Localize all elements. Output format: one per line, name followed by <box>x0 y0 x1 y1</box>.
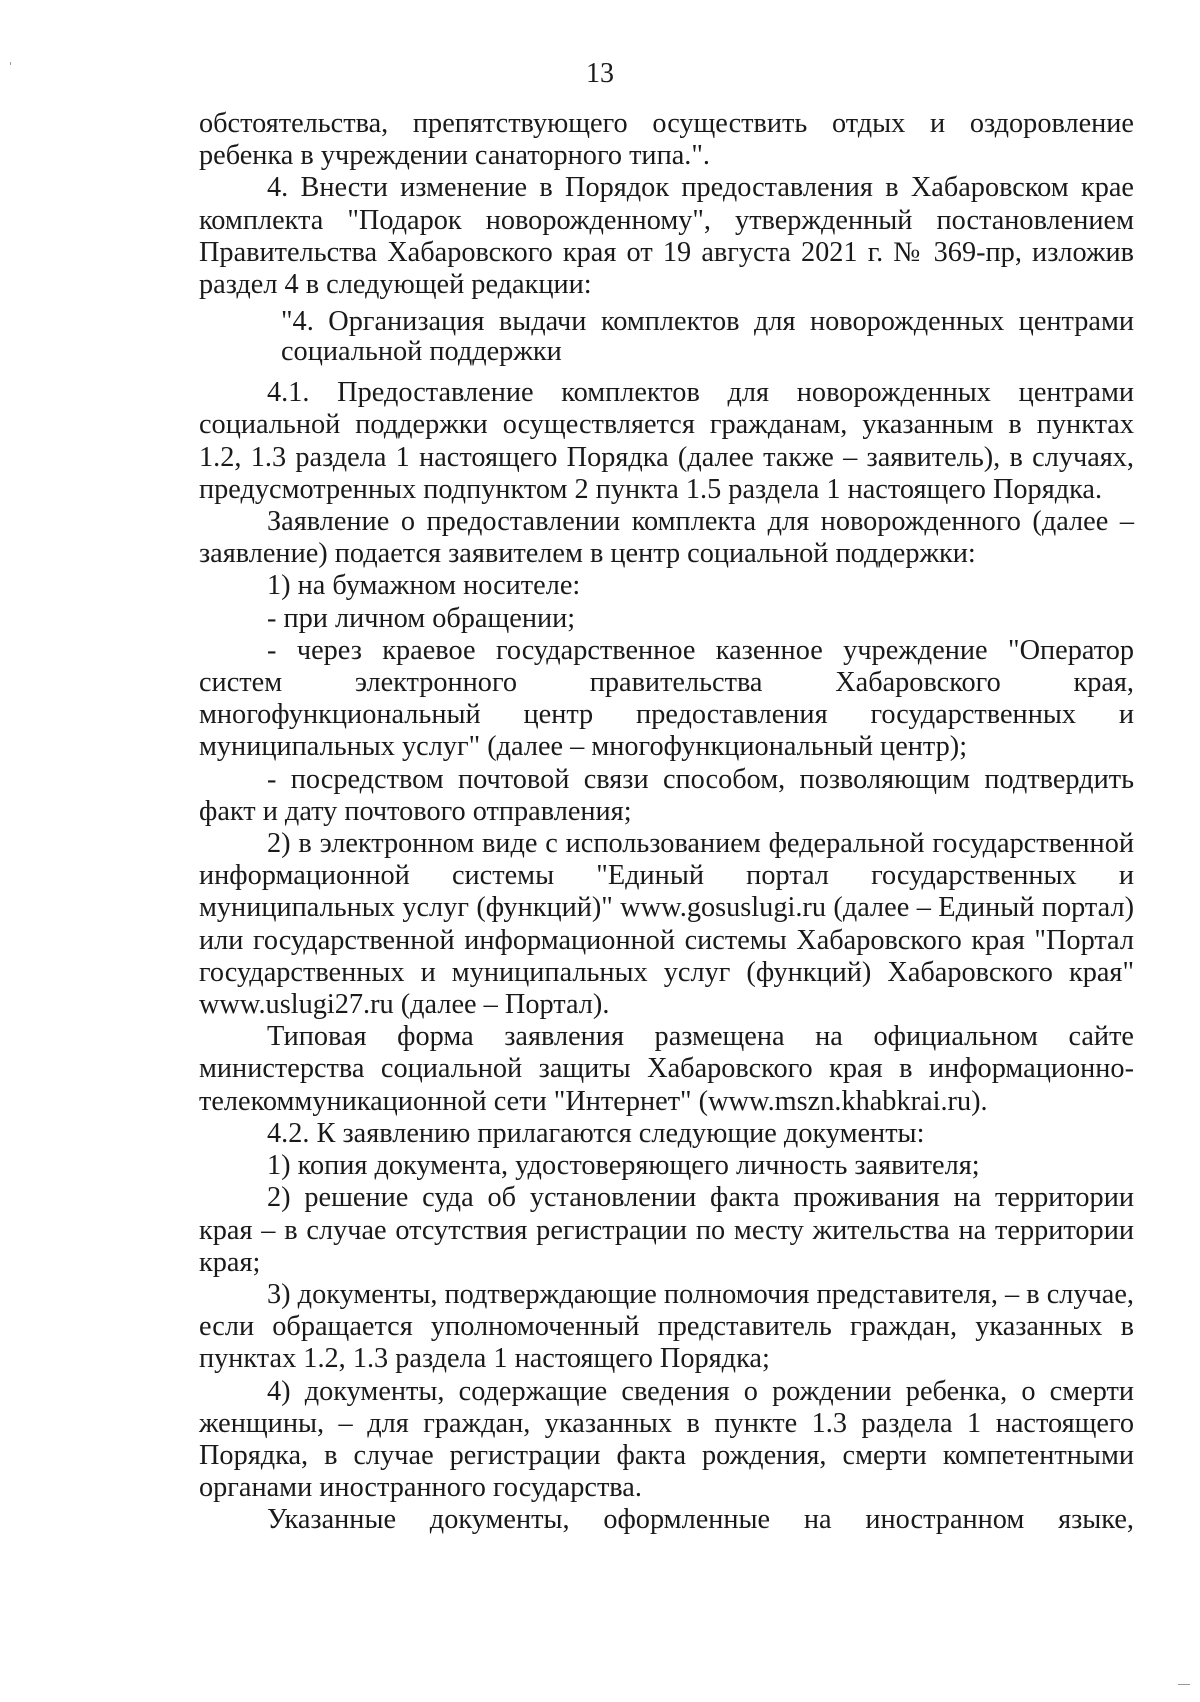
paragraph-foreign-documents: Указанные документы, оформленные на иностранном языке, <box>267 1504 1134 1536</box>
list-item-court-decision: 2) решение суда об установлении факта проживания на территории края – в случае отсутствия регистрации по месту жительства на территории края; <box>199 1182 1134 1278</box>
list-item-personal: - при личном обращении; <box>267 602 576 634</box>
list-item-electronic: 2) в электронном виде с использованием федеральной государственной информационной системы "Единый портал государственных и муниципальных услуг (функций)" www.gosuslugi.ru (далее – Единый портал) или государственной информационной системы Хабаровского края "Портал государственных и муниципальных услуг (функций) Хабаровского края" www.uslugi27.ru (далее – Портал). <box>199 828 1134 1021</box>
list-item-birth-documents: 4) документы, содержащие сведения о рождении ребенка, о смерти женщины, – для граждан, указанных в пункте 1.3 раздела 1 настоящего Порядка, в случае регистрации факта рождения, смерти компетентными органами иностранного государства. <box>199 1375 1134 1504</box>
list-item-identity: 1) копия документа, удостоверяющего личность заявителя; <box>267 1150 980 1182</box>
paragraph-4-2: 4.2. К заявлению прилагаются следующие документы: <box>267 1117 925 1149</box>
paragraph-continuation: обстоятельства, препятствующего осуществить отдых и оздоровление ребенка в учреждении санаторного типа.". <box>199 108 1134 172</box>
paragraph-4-1: 4.1. Предоставление комплектов для новорожденных центрами социальной поддержки осуществляется гражданам, указанным в пунктах 1.2, 1.3 раздела 1 настоящего Порядка (далее также – заявитель), в случаях, предусмотренных подпунктом 2 пункта 1.5 раздела 1 настоящего Порядка. <box>199 377 1134 505</box>
list-item-representative: 3) документы, подтверждающие полномочия представителя, – в случае, если обращается уполномоченный представитель граждан, указанных в пунктах 1.2, 1.3 раздела 1 настоящего Порядка; <box>199 1278 1134 1375</box>
list-item-paper: 1) на бумажном носителе: <box>267 570 581 602</box>
document-body <box>199 108 1134 1537</box>
section-heading: "4. Организация выдачи комплектов для новорожденных центрами социальной поддержки <box>281 306 1134 368</box>
list-item-post: - посредством почтовой связи способом, позволяющим подтвердить факт и дату почтового отправления; <box>199 763 1134 827</box>
paragraph-form: Типовая форма заявления размещена на официальном сайте министерства социальной защиты Хабаровского края в информационно-телекоммуникационной сети "Интернет" (www.mszn.khabkrai.ru). <box>199 1021 1134 1117</box>
list-item-mfc: - через краевое государственное казенное учреждение "Оператор систем электронного правительства Хабаровского края, многофункциональный центр предоставления государственных и муниципальных услуг" (далее – многофункциональный центр); <box>199 634 1134 763</box>
paragraph-item-4: 4. Внести изменение в Порядок предоставления в Хабаровском крае комплекта "Подарок новорожденному", утвержденный постановлением Правительства Хабаровского края от 19 августа 2021 г. № 369-пр, изложив раздел 4 в следующей редакции: <box>199 172 1134 301</box>
scan-artifact <box>1178 1684 1190 1685</box>
page-number: 13 <box>586 58 614 89</box>
paragraph-application: Заявление о предоставлении комплекта для новорожденного (далее – заявление) подается заявителем в центр социальной поддержки: <box>199 506 1134 570</box>
